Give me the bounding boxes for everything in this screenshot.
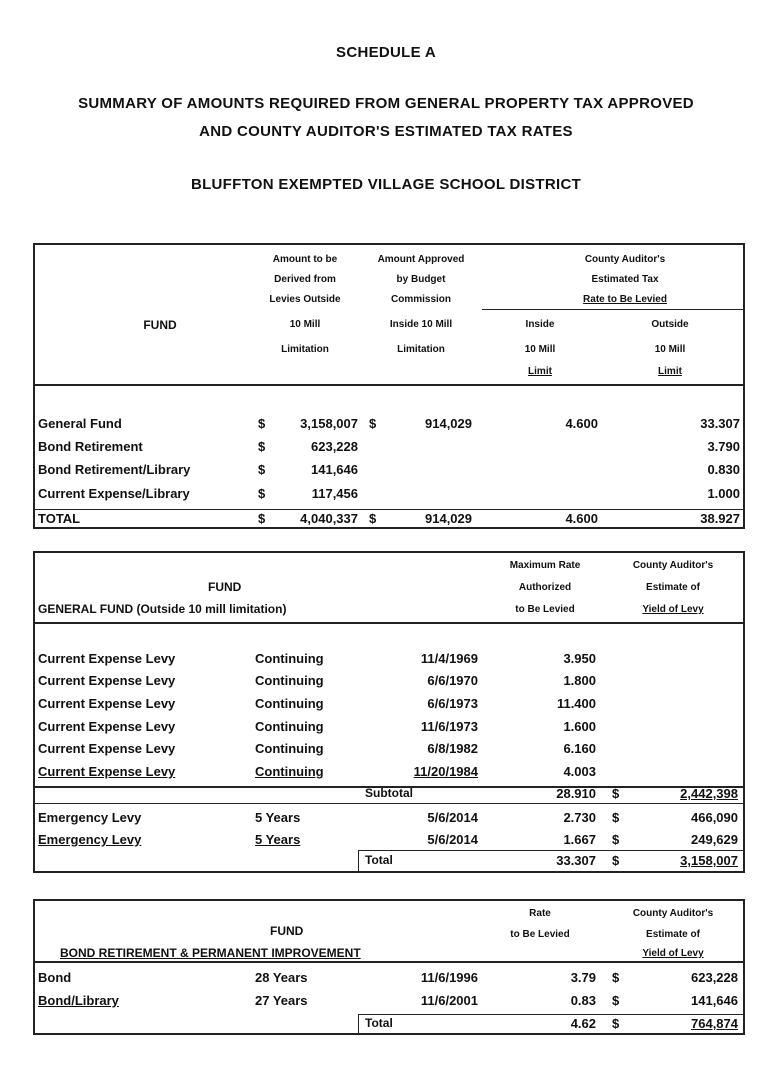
summary-title-line1: SUMMARY OF AMOUNTS REQUIRED FROM GENERAL PROPERTY TAX APPROVED: [78, 95, 694, 112]
table2-fund-header: FUND: [208, 580, 242, 594]
table3-bond-header: BOND RETIREMENT & PERMANENT IMPROVEMENT: [60, 946, 361, 960]
summary-title-line2: AND COUNTY AUDITOR'S ESTIMATED TAX RATES: [199, 123, 573, 140]
table3-fund-header: FUND: [270, 924, 304, 938]
table2-general-fund-header: GENERAL FUND (Outside 10 mill limitation): [38, 602, 287, 616]
table1-fund-header: FUND: [143, 318, 177, 332]
schedule-title: SCHEDULE A: [336, 44, 436, 61]
district-title: BLUFFTON EXEMPTED VILLAGE SCHOOL DISTRICT: [190, 176, 582, 193]
